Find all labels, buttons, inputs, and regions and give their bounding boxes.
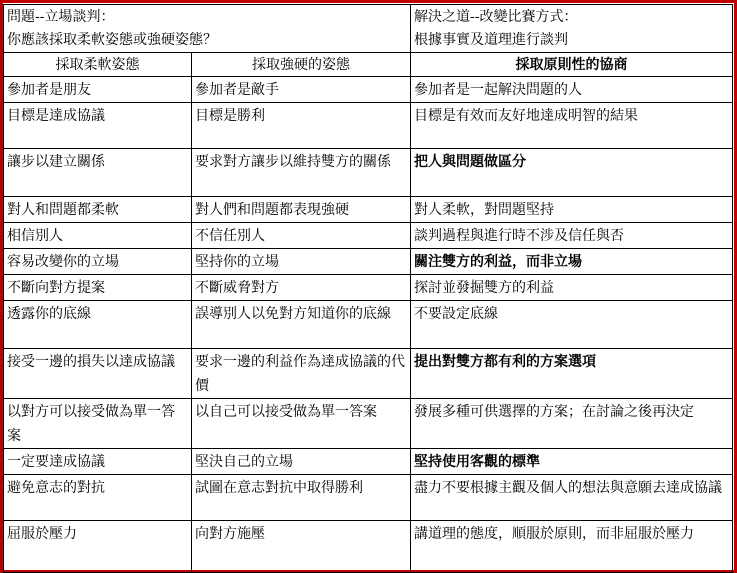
table-body <box>4 77 733 573</box>
cell-hard: 堅持你的立場 <box>192 249 411 275</box>
cell-hard: 堅決自己的立場 <box>192 449 411 475</box>
cell-hard: 不信任別人 <box>192 223 411 249</box>
cell-soft: 讓步以建立關係 <box>4 149 192 197</box>
intro-row <box>4 5 733 53</box>
negotiation-comparison-table <box>3 4 733 573</box>
table-row <box>4 521 733 573</box>
header-row <box>4 53 733 77</box>
table-row <box>4 301 733 349</box>
cell-principled: 對人柔軟，對問題堅持 <box>411 197 733 223</box>
cell-principled: 探討並發掘雙方的利益 <box>411 275 733 301</box>
table-row <box>4 475 733 521</box>
cell-hard: 對人們和問題都表現強硬 <box>192 197 411 223</box>
cell-soft: 透露你的底線 <box>4 301 192 349</box>
cell-principled: 講道理的態度，順服於原則，而非屈服於壓力 <box>411 521 733 573</box>
cell-hard: 要求對方讓步以維持雙方的關係 <box>192 149 411 197</box>
cell-principled: 堅持使用客觀的標準 <box>411 449 733 475</box>
cell-soft: 對人和問題都柔軟 <box>4 197 192 223</box>
table-row <box>4 349 733 399</box>
cell-principled: 參加者是一起解決問題的人 <box>411 77 733 103</box>
header-hard: 採取強硬的姿態 <box>192 53 411 77</box>
cell-principled: 發展多種可供選擇的方案；在討論之後再決定 <box>411 399 733 449</box>
table-row <box>4 275 733 301</box>
problem-title: 問題--立場談判： <box>7 9 115 25</box>
cell-principled: 目標是有效而友好地達成明智的結果 <box>411 103 733 149</box>
header-principled: 採取原則性的協商 <box>411 53 733 77</box>
cell-soft: 屈服於壓力 <box>4 521 192 573</box>
cell-hard: 參加者是敵手 <box>192 77 411 103</box>
table-row <box>4 103 733 149</box>
cell-soft: 不斷向對方提案 <box>4 275 192 301</box>
table-row <box>4 149 733 197</box>
cell-principled: 不要設定底線 <box>411 301 733 349</box>
cell-hard: 以自己可以接受做為單一答案 <box>192 399 411 449</box>
cell-principled: 把人與問題做區分 <box>411 149 733 197</box>
cell-soft: 一定要達成協議 <box>4 449 192 475</box>
cell-soft: 目標是達成協議 <box>4 103 192 149</box>
solution-cell <box>411 5 733 53</box>
cell-soft: 以對方可以接受做為單一答案 <box>4 399 192 449</box>
cell-soft: 避免意志的對抗 <box>4 475 192 521</box>
table-row <box>4 249 733 275</box>
cell-soft: 參加者是朋友 <box>4 77 192 103</box>
header-soft: 採取柔軟姿態 <box>4 53 192 77</box>
cell-principled: 提出對雙方都有利的方案選項 <box>411 349 733 399</box>
problem-cell <box>4 5 411 53</box>
table-row <box>4 77 733 103</box>
solution-title: 解決之道--改變比賽方式： <box>414 9 578 25</box>
solution-subtitle: 根據事實及道理進行談判 <box>414 32 568 48</box>
cell-soft: 容易改變你的立場 <box>4 249 192 275</box>
cell-principled: 盡力不要根據主觀及個人的想法與意願去達成協議 <box>411 475 733 521</box>
cell-hard: 誤導別人以免對方知道你的底線 <box>192 301 411 349</box>
table-row <box>4 399 733 449</box>
cell-hard: 目標是勝利 <box>192 103 411 149</box>
table-row <box>4 449 733 475</box>
problem-question: 你應該採取柔軟姿態或強硬姿態？ <box>7 32 217 48</box>
cell-soft: 相信別人 <box>4 223 192 249</box>
table-row <box>4 223 733 249</box>
cell-principled: 關注雙方的利益，而非立場 <box>411 249 733 275</box>
cell-hard: 試圖在意志對抗中取得勝利 <box>192 475 411 521</box>
cell-principled: 談判過程與進行時不涉及信任與否 <box>411 223 733 249</box>
cell-hard: 向對方施壓 <box>192 521 411 573</box>
table-row <box>4 197 733 223</box>
cell-hard: 要求一邊的利益作為達成協議的代價 <box>192 349 411 399</box>
cell-hard: 不斷威脅對方 <box>192 275 411 301</box>
cell-soft: 接受一邊的損失以達成協議 <box>4 349 192 399</box>
